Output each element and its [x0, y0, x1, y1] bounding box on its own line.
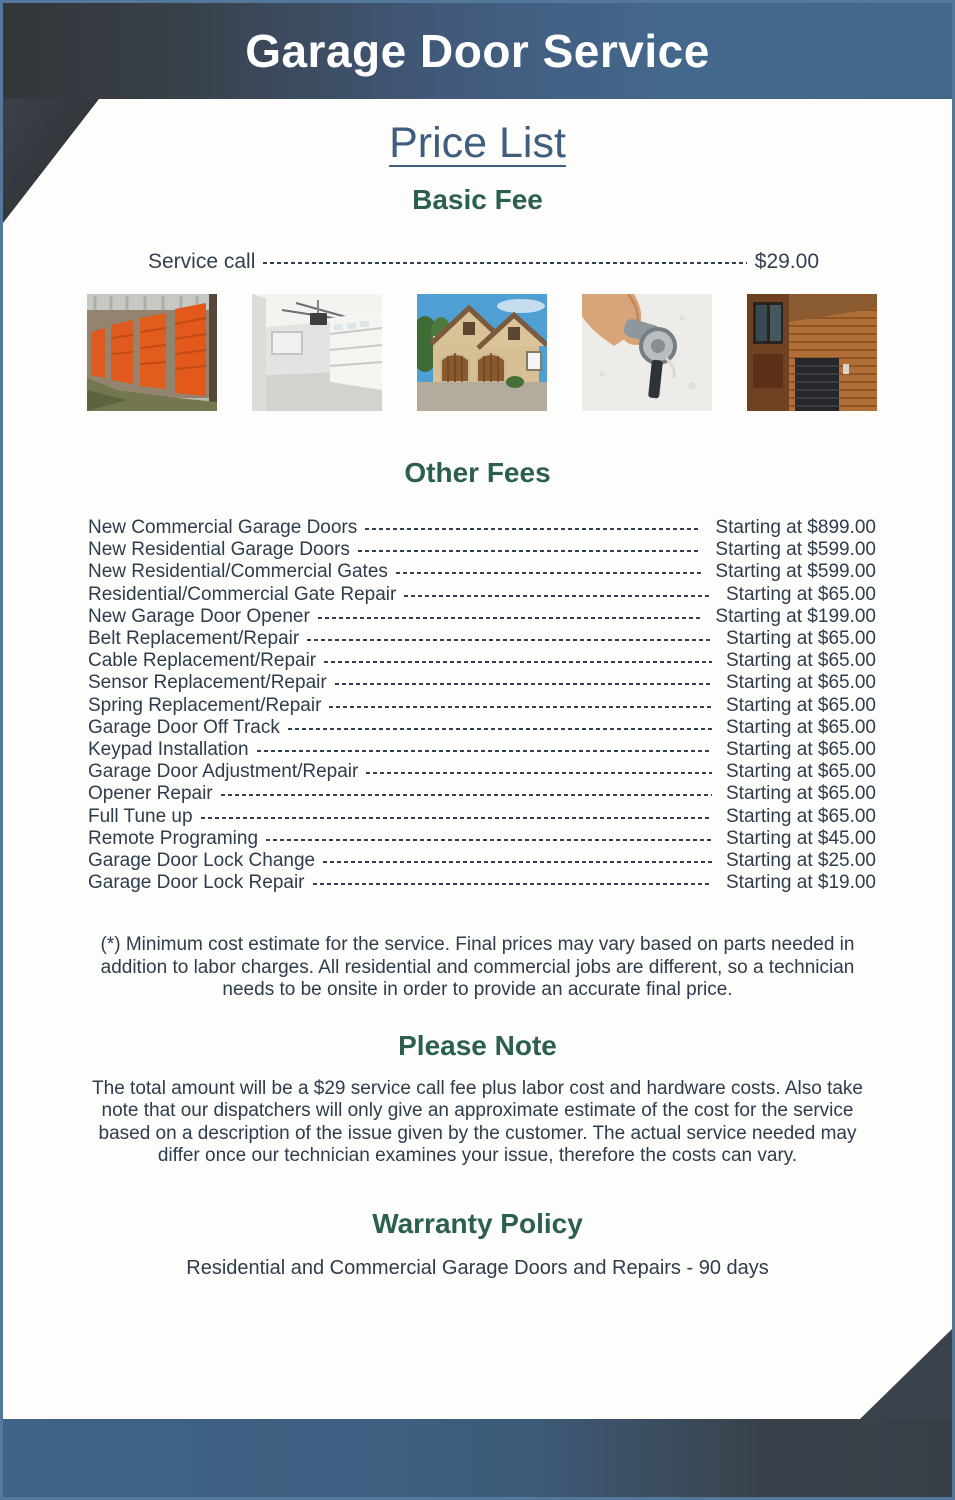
dash-leader	[335, 683, 712, 685]
warranty-text: Residential and Commercial Garage Doors and Repairs - 90 days	[186, 1256, 769, 1279]
fee-label: Opener Repair	[88, 783, 213, 805]
fee-row	[88, 805, 876, 827]
fee-price: Starting at $65.00	[726, 783, 876, 805]
corner-accent-bottom-right	[860, 1329, 952, 1419]
fee-label: Cable Replacement/Repair	[88, 650, 317, 672]
dash-leader	[263, 262, 746, 264]
fee-label: New Residential/Commercial Gates	[88, 561, 388, 583]
fee-row	[88, 717, 876, 739]
fee-price: Starting at $19.00	[726, 872, 876, 894]
fee-price: Starting at $199.00	[715, 605, 876, 627]
fee-price: Starting at $65.00	[726, 805, 876, 827]
price-list-title: Price List	[389, 119, 566, 167]
fee-label: Belt Replacement/Repair	[88, 628, 300, 650]
orange-storage-doors-photo	[87, 294, 217, 411]
fees-disclaimer: (*) Minimum cost estimate for the service. Final prices may vary based on parts needed in addition to labor charges. All residential and commercial jobs are different, so a technician needs to be onsite in order to provide an accurate final price.	[100, 934, 855, 1001]
fee-row	[88, 606, 876, 628]
fee-label: Sensor Replacement/Repair	[88, 672, 327, 694]
fee-row	[88, 561, 876, 583]
fee-label: New Garage Door Opener	[88, 605, 310, 627]
fee-row	[88, 828, 876, 850]
fee-price: Starting at $65.00	[726, 672, 876, 694]
dash-leader	[288, 728, 712, 730]
dash-leader	[266, 839, 712, 841]
fee-row	[88, 783, 876, 805]
fee-price: Starting at $65.00	[726, 583, 876, 605]
other-fees-heading: Other Fees	[404, 457, 551, 488]
fee-row	[88, 650, 876, 672]
dash-leader	[365, 528, 701, 530]
fee-row	[88, 739, 876, 761]
modern-wood-garage-photo	[747, 294, 877, 411]
dash-leader	[318, 617, 702, 619]
fee-price: Starting at $65.00	[726, 694, 876, 716]
fee-row	[88, 872, 876, 894]
fee-label: Keypad Installation	[88, 738, 249, 760]
fee-price: Starting at $599.00	[715, 539, 876, 561]
fee-label: Residential/Commercial Gate Repair	[88, 583, 397, 605]
fee-price: Starting at $899.00	[715, 517, 876, 539]
photo-strip	[87, 294, 877, 411]
dash-leader	[366, 772, 712, 774]
fee-price: Starting at $65.00	[726, 628, 876, 650]
fee-price: Starting at $65.00	[726, 761, 876, 783]
fee-row	[88, 584, 876, 606]
fee-price: Starting at $65.00	[726, 738, 876, 760]
house-two-garage-doors-photo	[417, 294, 547, 411]
fee-price: Starting at $65.00	[726, 650, 876, 672]
fee-label: Garage Door Off Track	[88, 716, 280, 738]
fee-label: New Residential Garage Doors	[88, 539, 350, 561]
fee-label: Garage Door Adjustment/Repair	[88, 761, 359, 783]
fee-label: Garage Door Lock Change	[88, 849, 316, 871]
fee-label: Garage Door Lock Repair	[88, 872, 305, 894]
page-title: Garage Door Service	[245, 25, 710, 77]
fee-row	[88, 695, 876, 717]
basic-fee-heading: Basic Fee	[412, 184, 543, 215]
fee-label: Spring Replacement/Repair	[88, 694, 322, 716]
fee-row	[88, 672, 876, 694]
content-area	[3, 99, 952, 1280]
dash-leader	[329, 706, 712, 708]
warranty-heading: Warranty Policy	[372, 1207, 583, 1239]
dash-leader	[221, 794, 712, 796]
footer-band	[3, 1419, 952, 1497]
dash-leader	[358, 550, 702, 552]
fee-price: Starting at $25.00	[726, 849, 876, 871]
fee-row	[88, 761, 876, 783]
dash-leader	[323, 861, 712, 863]
fee-row	[88, 539, 876, 561]
dash-leader	[396, 572, 702, 574]
fee-label: New Commercial Garage Doors	[88, 517, 358, 539]
dash-leader	[201, 817, 712, 819]
dash-leader	[307, 639, 712, 641]
service-call-row	[148, 250, 819, 274]
dash-leader	[257, 750, 712, 752]
garage-interior-opener-photo	[252, 294, 382, 411]
technician-power-tool-photo	[582, 294, 712, 411]
dash-leader	[404, 595, 712, 597]
please-note-text: The total amount will be a $29 service call fee plus labor cost and hardware costs. Also take note that our dispatchers will only give an approximate estimate of the cost for the service based on a description of the issue given by the customer. The actual service needed may differ once our technician examines your issue, therefore the costs can vary.	[92, 1077, 863, 1167]
dash-leader	[313, 883, 713, 885]
dash-leader	[324, 661, 712, 663]
fee-price: Starting at $599.00	[715, 561, 876, 583]
please-note-heading: Please Note	[398, 1029, 557, 1061]
fee-row	[88, 850, 876, 872]
fees-list	[88, 517, 876, 894]
header-band	[3, 3, 952, 99]
fee-label: Full Tune up	[88, 805, 193, 827]
fee-row	[88, 517, 876, 539]
fee-price: Starting at $45.00	[726, 827, 876, 849]
fee-price: Starting at $65.00	[726, 716, 876, 738]
service-call-label: Service call	[148, 250, 256, 273]
fee-row	[88, 628, 876, 650]
service-call-price: $29.00	[754, 250, 819, 273]
fee-label: Remote Programing	[88, 827, 259, 849]
